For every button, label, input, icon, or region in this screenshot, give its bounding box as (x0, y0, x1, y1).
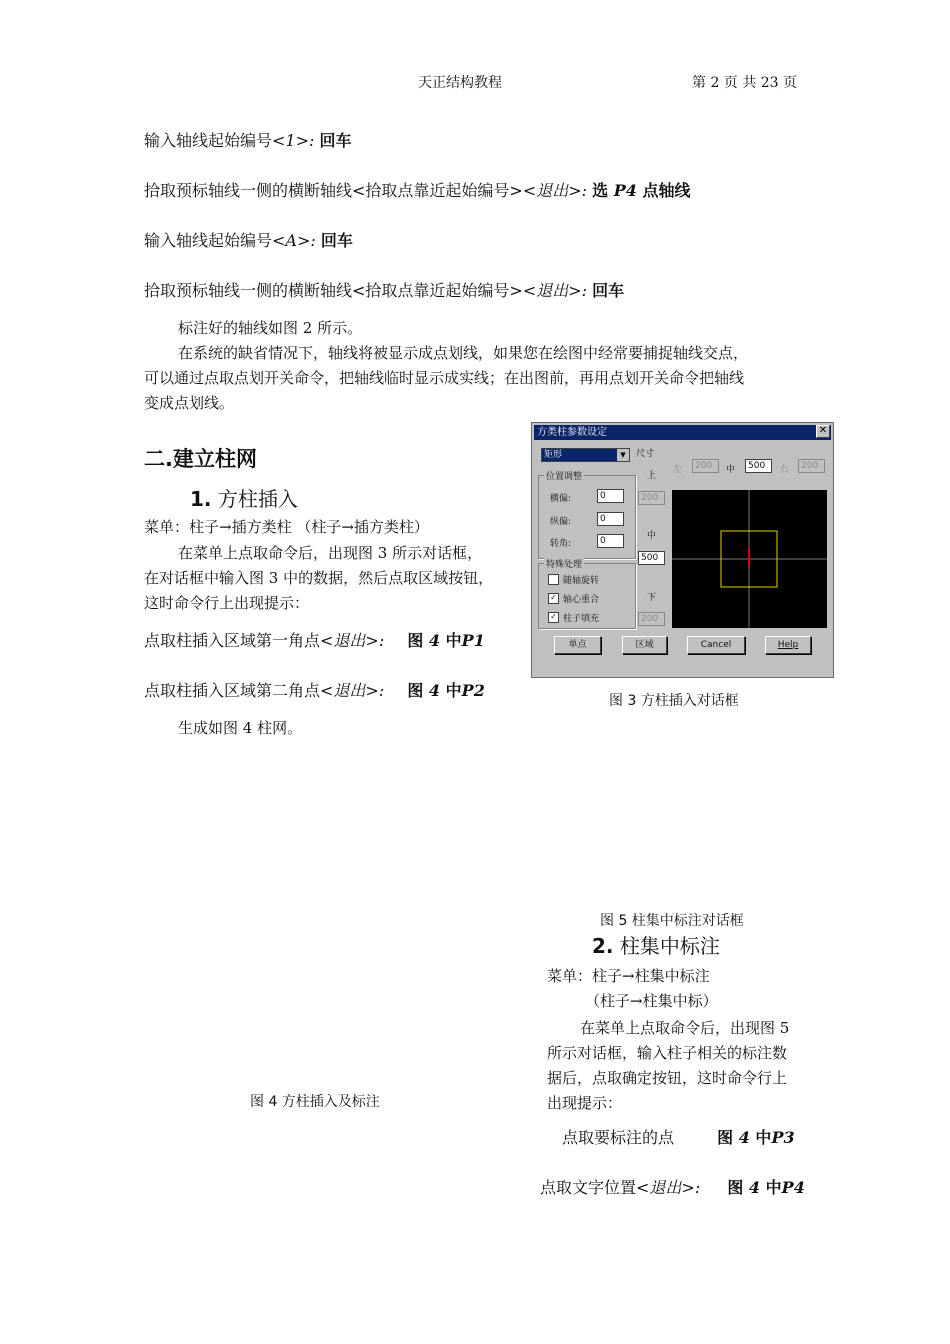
prompt-text: 点取文字位置 (540, 1178, 637, 1197)
prompt-text: 拾取预标轴线一侧的横断轴线 (144, 181, 353, 200)
single-point-button[interactable]: 单点 (554, 636, 601, 654)
width-mid-input[interactable]: 500 (745, 459, 772, 473)
response-post: 点轴线 (642, 181, 691, 200)
paragraph: 在菜单上点取命令后，出现图 5 (580, 1019, 790, 1037)
width-left-input[interactable]: 200 (692, 459, 719, 473)
prompt-response (727, 1178, 805, 1197)
prompt-text: 拾取预标轴线一侧的横断轴线 (144, 281, 353, 300)
area-button[interactable]: 区域 (622, 636, 667, 654)
prompt-response (592, 181, 690, 200)
shape-select[interactable] (541, 448, 630, 462)
response-point: P1 (461, 631, 485, 650)
prompt-exit: <退出>: (522, 281, 588, 300)
prompt-text: 输入轴线起始编号 (144, 131, 273, 150)
response-fig: 图 (727, 1178, 744, 1197)
subsection-title: 方柱插入 (217, 487, 298, 511)
paragraph: 在菜单上点取命令后，出现图 3 所示对话框， (178, 544, 483, 562)
response-point: P4 (613, 181, 637, 200)
help-button[interactable]: Help (765, 636, 811, 654)
response-fig-num: 4 (748, 1178, 761, 1197)
rotate-input[interactable]: 0 (597, 534, 624, 548)
prompt-p4 (540, 1175, 805, 1198)
checkbox-label: 柱子填充 (563, 614, 600, 624)
figure-4-caption: 图 4 方柱插入及标注 (250, 1094, 380, 1110)
label-mid-side: 中 (647, 531, 657, 541)
subsection-number: 1. (190, 487, 212, 511)
paragraph: 可以通过点取点划开关命令，把轴线临时显示成实线；在出图前，再用点划开关命令把轴线 (144, 369, 745, 387)
prompt-exit: <退出>: (320, 631, 385, 650)
menu-path-alt: （柱子→柱集中标） (585, 992, 718, 1010)
response-fig: 图 (407, 631, 424, 650)
special-group-label: 特殊处理 (544, 557, 584, 570)
prompt-response: 回车 (320, 231, 353, 250)
prompt-response: 回车 (592, 281, 625, 300)
label-mid: 中 (726, 465, 736, 475)
prompt-text: 点取要标注的点 (562, 1128, 675, 1147)
prompt-text-2: <拾取点靠近起始编号> (352, 281, 523, 300)
prompt-exit: <退出>: (320, 681, 385, 700)
chevron-down-icon: ▼ (617, 449, 629, 461)
paragraph: 在系统的缺省情况下，轴线将被显示成点划线，如果您在绘图中经常要捕捉轴线交点， (178, 344, 749, 362)
checkbox-label: 轴心重合 (563, 595, 600, 605)
menu-path: 菜单：柱子→柱集中标注 (547, 967, 710, 985)
position-group-label: 位置调整 (544, 469, 584, 482)
size-label: 尺寸 (636, 449, 655, 459)
paragraph: 出现提示： (547, 1094, 623, 1112)
response-point: P3 (771, 1128, 795, 1147)
section-heading: 二.建立柱网 (144, 447, 257, 471)
shape-select-value: 矩形 (544, 450, 563, 460)
response-point: P2 (461, 681, 485, 700)
prompt-p2 (144, 678, 485, 701)
label-up: 上 (647, 471, 657, 481)
prompt-arg: <1>: (272, 131, 315, 150)
paragraph: 标注好的轴线如图 2 所示。 (178, 319, 363, 337)
checkbox-rotate-with-axis[interactable] (548, 574, 559, 585)
prompt-text-2: <拾取点靠近起始编号> (352, 181, 523, 200)
paragraph: 据后，点取确定按钮，这时命令行上 (547, 1069, 788, 1087)
offset-x-input[interactable]: 0 (597, 489, 624, 503)
prompt-response (407, 631, 485, 650)
offset-x-label: 横偏: (550, 494, 572, 504)
label-left: 左 (673, 465, 683, 475)
checkbox-axis-center[interactable]: ✓ (548, 593, 559, 604)
prompt-line-1 (144, 128, 352, 151)
cancel-button[interactable]: Cancel (687, 636, 745, 654)
response-fig-num: 4 (428, 681, 441, 700)
response-pre: 选 (592, 181, 609, 200)
checkbox-column-fill[interactable]: ✓ (548, 612, 559, 623)
prompt-response (407, 681, 485, 700)
response-mid: 中 (765, 1178, 782, 1197)
prompt-response (717, 1128, 795, 1147)
prompt-text: 点取柱插入区域第一角点 (144, 631, 321, 650)
offset-y-input[interactable]: 0 (597, 512, 624, 526)
paragraph: 这时命令行上出现提示： (144, 594, 310, 612)
paragraph: 生成如图 4 柱网。 (178, 719, 303, 737)
subsection-heading (190, 483, 298, 512)
prompt-text: 输入轴线起始编号 (144, 231, 273, 250)
prompt-p1 (144, 628, 485, 651)
figure-3-caption: 图 3 方柱插入对话框 (609, 693, 739, 709)
column-preview (672, 490, 827, 628)
subsection-heading (592, 930, 720, 959)
response-mid: 中 (445, 631, 462, 650)
response-fig-num: 4 (428, 631, 441, 650)
menu-path: 菜单：柱子→插方类柱 （柱子→插方类柱） (144, 518, 429, 536)
response-fig: 图 (717, 1128, 734, 1147)
rotate-label: 转角: (550, 539, 572, 549)
paragraph: 在对话框中输入图 3 中的数据，然后点取区域按钮， (144, 569, 494, 587)
prompt-p3 (562, 1125, 795, 1148)
close-icon[interactable]: ✕ (816, 425, 830, 438)
response-fig: 图 (407, 681, 424, 700)
label-down: 下 (647, 593, 657, 603)
width-right-input[interactable]: 200 (798, 459, 825, 473)
response-mid: 中 (755, 1128, 772, 1147)
prompt-response: 回车 (319, 131, 352, 150)
prompt-exit: <退出>: (522, 181, 588, 200)
column-dialog (531, 422, 834, 678)
height-mid-input[interactable]: 500 (638, 551, 665, 565)
paragraph: 所示对话框，输入柱子相关的标注数 (547, 1044, 788, 1062)
dialog-title: 方类柱参数设定 (534, 425, 831, 440)
label-right: 右 (780, 465, 790, 475)
height-up-input[interactable]: 200 (638, 491, 665, 505)
paragraph: 变成点划线。 (144, 394, 235, 412)
preview-drawing (672, 490, 827, 628)
subsection-number: 2. (592, 934, 614, 958)
response-mid: 中 (445, 681, 462, 700)
doc-title: 天正结构教程 (418, 75, 502, 91)
checkbox-label: 随轴旋转 (563, 576, 600, 586)
prompt-exit: <退出>: (636, 1178, 701, 1197)
response-point: P4 (781, 1178, 805, 1197)
response-fig-num: 4 (738, 1128, 750, 1147)
prompt-arg: <A>: (272, 231, 316, 250)
subsection-title: 柱集中标注 (619, 934, 720, 958)
offset-y-label: 纵偏: (550, 517, 572, 527)
prompt-line-3 (144, 228, 353, 251)
prompt-text: 点取柱插入区域第二角点 (144, 681, 321, 700)
figure-5-caption: 图 5 柱集中标注对话框 (600, 913, 744, 929)
page-number: 第 2 页 共 23 页 (692, 75, 797, 91)
prompt-line-2 (144, 178, 691, 201)
prompt-line-4 (144, 278, 624, 301)
height-down-input[interactable]: 200 (638, 612, 665, 626)
